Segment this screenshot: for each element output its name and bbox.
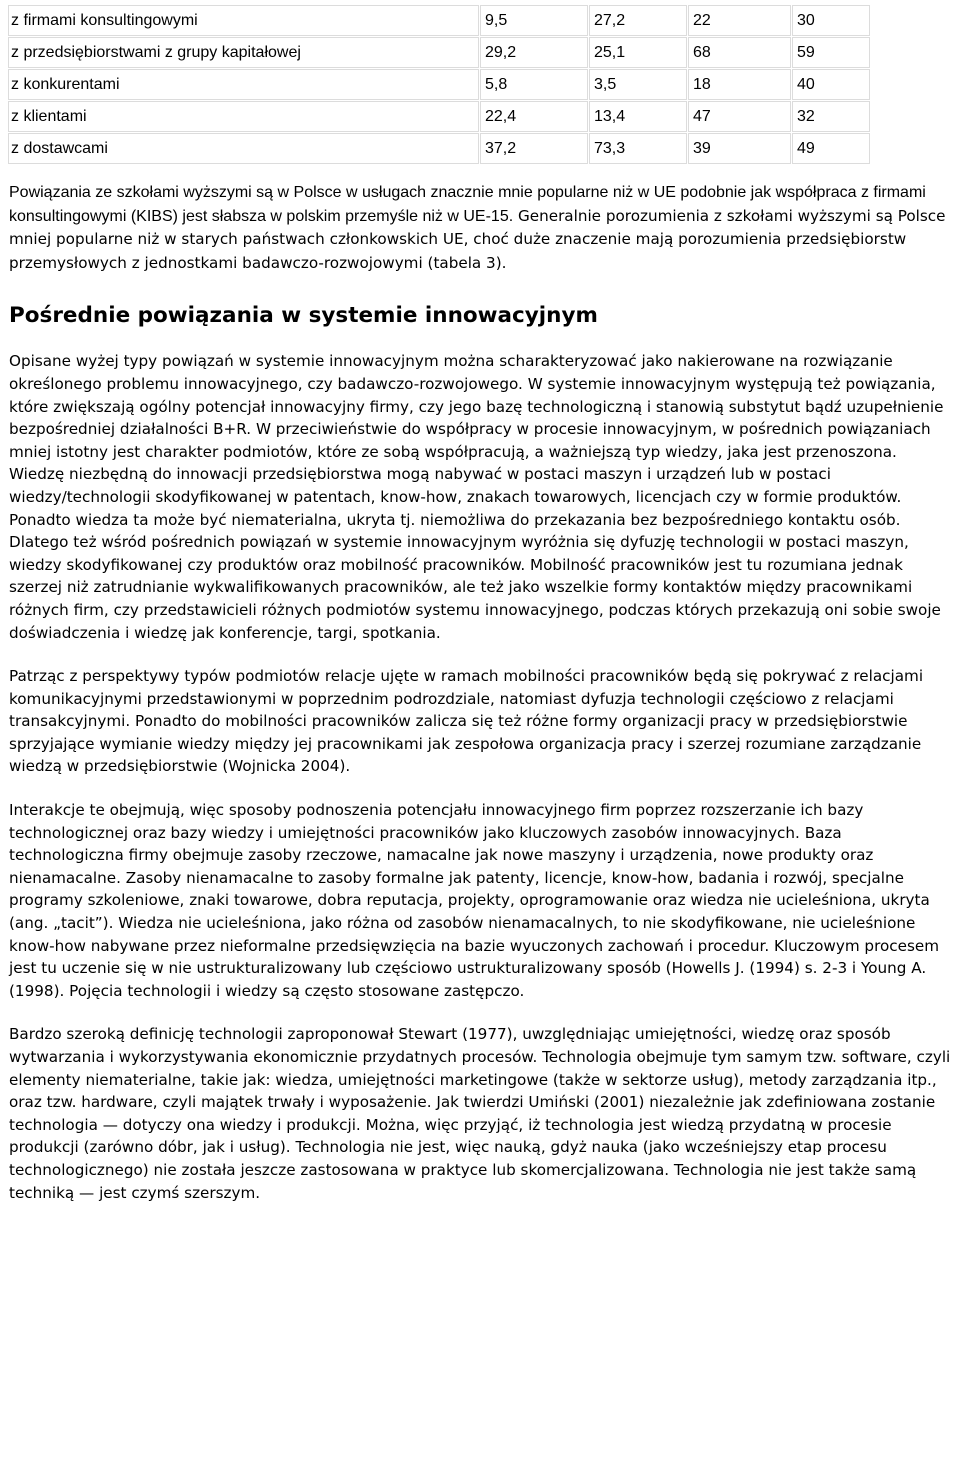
table-cell: 68 (688, 37, 791, 68)
table-cell: 37,2 (480, 133, 588, 164)
table-cell: 29,2 (480, 37, 588, 68)
table-cell: 39 (688, 133, 791, 164)
paragraph: Bardzo szeroką definicję technologii zaproponował Stewart (1977), uwzględniając umiejętności, wiedzę oraz sposób wytwarzania i wykorzystywania ekonomicznie przydatnych procesów. Technologia obejmuje tym samym tzw. software, czyli elementy niematerialne, takie jak: wiedza, umiejętności marketingowe (także w sektorze usług), metody zarządzania itp., oraz tzw. hardware, czyli majątek trwały i wyposażenie. Jak twierdzi Umiński (2001) niezależnie jak zdefiniowana zostanie technologia — dotyczy ona wiedzy i produkcji. Można, więc przyjąć, iż technologia jest wiedzą przydatną w procesie produkcji (zarówno dóbr, jak i usług). Technologia nie jest, więc nauką, gdyż nauka (jako wcześniejszy etap procesu technologicznego) nie została jeszcze zastosowana w praktyce lub skomercjalizowana. Technologia nie jest także samą techniką — jest czymś szerszym. (9, 1025, 951, 1202)
row-label: z firmami konsultingowymi (8, 5, 479, 36)
row-label: z klientami (8, 101, 479, 132)
paragraph: Opisane wyżej typy powiązań w systemie innowacyjnym można scharakteryzować jako nakierowane na rozwiązanie określonego problemu innowacyjnego, czy badawczo-rozwojowego. W systemie innowacyjnym występują też powiązania, które zwiększają ogólny potencjał innowacyjny firmy, czy jego bazę technologiczną i stanowią substytut bądź uzupełnienie bezpośredniej działalności B+R. W przeciwieństwie do współpracy w procesie innowacyjnym, w pośrednich powiązaniach mniej istotny jest charakter podmiotów, które ze sobą współpracują, a ważniejszą typ wiedzy, jaka jest przenoszona. Wiedzę niezbędną do innowacji przedsiębiorstwa mogą nabywać w postaci maszyn i urządzeń lub w postaci wiedzy/technologii skodyfikowanej w patentach, know-how, znakach towarowych, licencjach czy w formie produktów. Ponadto wiedza ta może być niematerialna, ukryta tj. niemożliwa do przekazania bez bezpośredniego kontaktu osób. Dlatego też wśród pośrednich powiązań w systemie innowacyjnym wyróżnia się dyfuzję technologii w postaci maszyn, wiedzy skodyfikowanej czy produktów oraz mobilność pracowników. Mobilność pracowników jest tu rozumiana jednak szerzej niż zatrudnianie wykwalifikowanych pracowników, ale też jako wszelkie formy kontaktów między pracownikami różnych firm, czy przedstawicieli różnych podmiotów systemu innowacyjnego, podczas których przekazują oni sobie swoje doświadczenia i wiedzę jak konferencje, targi, spotkania. (9, 352, 944, 642)
table-cell: 13,4 (589, 101, 687, 132)
table-cell: 40 (792, 69, 870, 100)
paragraph-intro-part-b: Generalnie porozumienia z szkołami wyższymi są Polsce mniej popularne niż w starych państwach członkowskich UE, choć duże znaczenie mają porozumienia przedsiębiorstw przemysłowych z jednostkami badawczo-rozwojowymi (tabela 3). (9, 206, 946, 272)
row-label: z konkurentami (8, 69, 479, 100)
paragraph-intro-part-a: Powiązania ze szkołami wyższymi są w Polsce w usługach znacznie mnie popularne niż w UE podobnie jak współpraca z firmami konsultingowymi (KIBS) jest słabsza w polskim przemyśle niż w UE-15. (9, 184, 926, 225)
section-heading: Pośrednie powiązania w systemie innowacyjnym (9, 303, 598, 329)
paragraph-intro (9, 182, 954, 275)
data-table (7, 4, 871, 165)
table-cell: 59 (792, 37, 870, 68)
table-cell: 18 (688, 69, 791, 100)
document-page (9, 4, 954, 1204)
table-cell: 5,8 (480, 69, 588, 100)
row-label: z przedsiębiorstwami z grupy kapitałowej (8, 37, 479, 68)
table-row (8, 133, 870, 164)
table-row (8, 101, 870, 132)
table-row (8, 5, 870, 36)
paragraph: Interakcje te obejmują, więc sposoby podnoszenia potencjału innowacyjnego firm poprzez rozszerzanie ich bazy technologicznej oraz bazy wiedzy i umiejętności pracowników jako kluczowych zasobów innowacyjnych. Baza technologiczna firmy obejmuje zasoby rzeczowe, namacalne jak nowe maszyny i urządzenia, nowe produkty oraz nienamacalne. Zasoby nienamacalne to zasoby formalne jak patenty, licencje, know-how, badania i rozwój, specjalne programy szkoleniowe, znaki towarowe, dobra reputacja, projekty, oprogramowanie oraz wiedza nie ucieleśniona, ukryta (ang. „tacit”). Wiedza nie ucieleśniona, jako różna od zasobów nienamacalnych, to nie skodyfikowane, nie ucieleśnione know-how nabywane przez nieformalne przedsięwzięcia na bazie wyuczonych zachowań i procedur. Kluczowym procesem jest tu uczenie się w nie ustrukturalizowany lub częściowo ustrukturalizowany sposób (Howells J. (1994) s. 2-3 i Young A. (1998). Pojęcia technologii i wiedzy są często stosowane zastępczo. (9, 801, 940, 1000)
paragraph: Patrząc z perspektywy typów podmiotów relacje ujęte w ramach mobilności pracowników będą się pokrywać z relacjami komunikacyjnymi przedstawionymi w poprzednim podrozdziale, natomiast dyfuzja technologii częściowo z relacjami transakcyjnymi. Ponadto do mobilności pracowników zalicza się też różne formy organizacji pracy w przedsiębiorstwie sprzyjające wymianie wiedzy między jej pracownikami jak zespołowa organizacja pracy i szerzej rozumiane zarządzanie wiedzą w przedsiębiorstwie (Wojnicka 2004). (9, 667, 924, 776)
table-cell: 73,3 (589, 133, 687, 164)
table-cell: 22 (688, 5, 791, 36)
table-cell: 22,4 (480, 101, 588, 132)
table-row (8, 37, 870, 68)
table-row (8, 69, 870, 100)
table-cell: 49 (792, 133, 870, 164)
table-cell: 32 (792, 101, 870, 132)
table-cell: 25,1 (589, 37, 687, 68)
table-cell: 27,2 (589, 5, 687, 36)
row-label: z dostawcami (8, 133, 479, 164)
table-cell: 30 (792, 5, 870, 36)
table-cell: 3,5 (589, 69, 687, 100)
table-cell: 9,5 (480, 5, 588, 36)
table-cell: 47 (688, 101, 791, 132)
